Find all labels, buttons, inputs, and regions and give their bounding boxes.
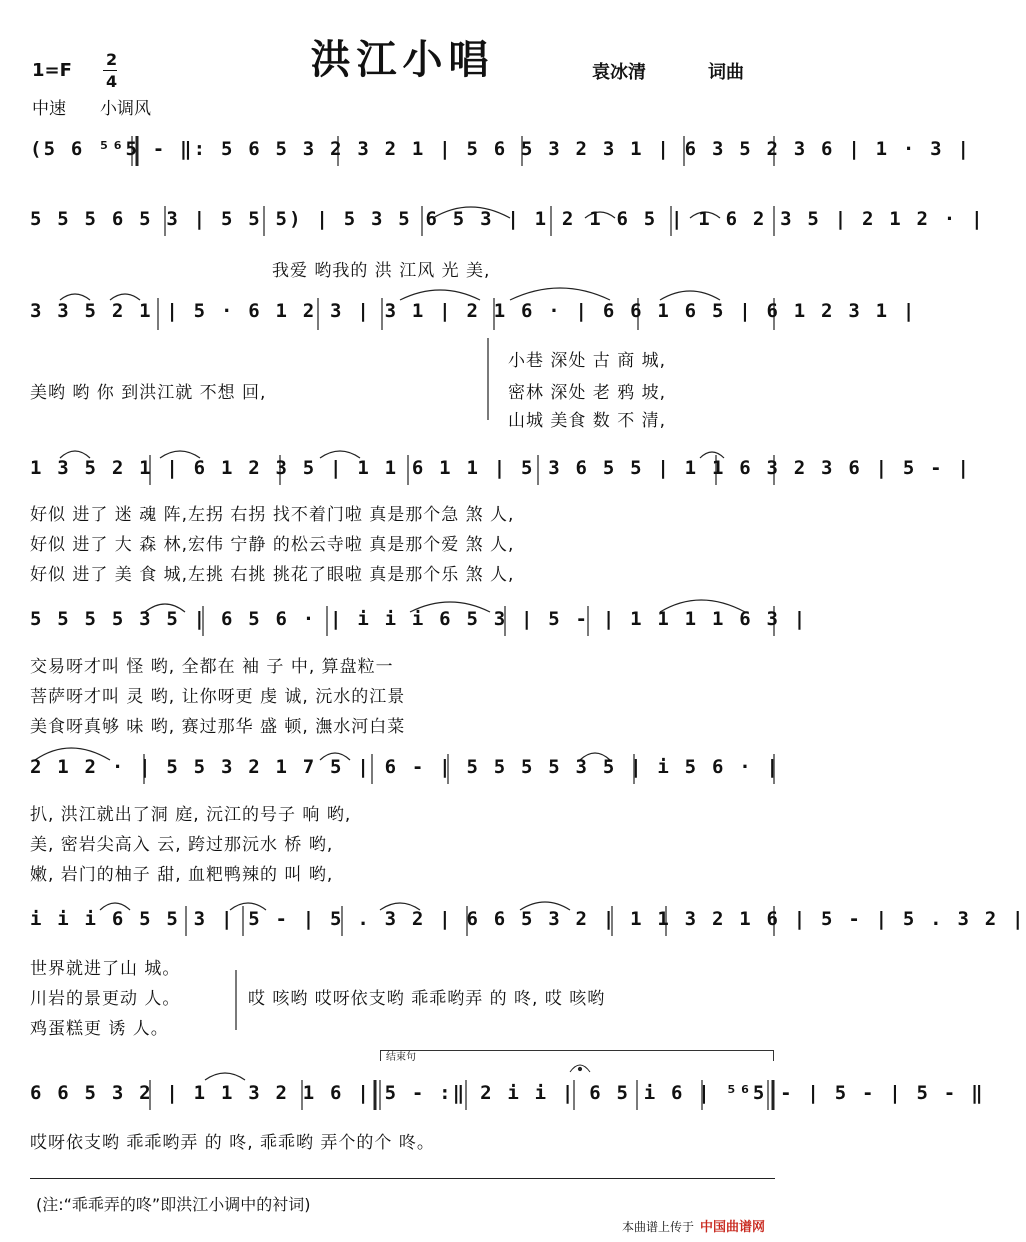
lyric-row-2: 我爱 哟我的 洪 江风 光 美, [272,261,491,281]
lyric-row-3-verse-3: 山城 美食 数 不 清, [508,411,667,431]
ending-bracket [380,1050,774,1061]
lyric-row-5-verse-1: 交易呀才叫 怪 哟, 全都在 袖 子 中, 算盘粒一 [30,657,394,677]
lyric-row-6-verse-2: 美, 密岩尖高入 云, 跨过那沅水 桥 哟, [30,835,334,855]
lyric-row-7-verse-1: 世界就进了山 城。 [30,959,181,979]
time-signature-bottom: 4 [106,72,118,91]
site-logo[interactable]: 中国曲谱网 [700,1220,766,1235]
time-signature-top: 2 [106,50,118,69]
upload-credit: 本曲谱上传于 [622,1220,695,1234]
lyric-row-7-refrain: 哎 咳哟 哎呀依支哟 乖乖哟弄 的 咚, 哎 咳哟 [248,989,606,1009]
lyric-row-4-verse-3: 好似 进了 美 食 城,左挑 右挑 挑花了眼啦 真是那个乐 煞 人, [30,565,515,585]
lyric-row-4-verse-2: 好似 进了 大 森 林,宏伟 宁静 的松云寺啦 真是那个爱 煞 人, [30,535,515,555]
ending-label: 结束句 [386,1052,416,1063]
lyric-row-3-shared: 美哟 哟 你 到洪江就 不想 回, [30,383,267,403]
author-name: 袁冰清 [592,62,646,83]
tempo-marking: 中速 [32,99,66,119]
notation-row-6: 2 1 2 · | 5 5 3 2 1 7 5 | 6 - | 5 5 5 5 3 5 | i 5 6 · | [30,756,781,778]
notation-row-8: 6 6 5 3 2 | 1 1 3 2 1 6 | 5 - :‖ 2 i i | 6 5 i 6 | ⁵⁶5 - | 5 - | 5 - ‖ [30,1082,985,1104]
notation-row-2: 5 5 5 6 5 3 | 5 5 5) | 5 3 5 6 5 3 | 1 2 1 6 5 | 1 6 2 3 5 | 2 1 2 · | [30,208,985,230]
song-title: 洪江小唱 [310,36,495,83]
key-signature: 1=F [32,60,72,81]
footnote: (注:“乖乖弄的咚”即洪江小调中的衬词) [36,1195,311,1214]
footnote-divider [30,1178,775,1179]
lyric-row-5-verse-3: 美食呀真够 味 哟, 赛过那华 盛 顿, 潕水河白菜 [30,717,406,737]
lyric-row-6-verse-1: 扒, 洪江就出了洞 庭, 沅江的号子 响 哟, [30,805,352,825]
style-marking: 小调风 [100,99,151,119]
notation-row-3: 3 3 5 2 1 | 5 · 6 1 2 3 | 3 1 | 2 1 6 · | 6 6 1 6 5 | 6 1 2 3 1 | [30,300,917,322]
lyric-row-6-verse-3: 嫩, 岩门的柚子 甜, 血粑鸭辣的 叫 哟, [30,865,334,885]
lyric-row-3-verse-2: 密林 深处 老 鸦 坡, [508,383,667,403]
lyric-row-7-verse-3: 鸡蛋糕更 诱 人。 [30,1019,169,1039]
notation-row-5: 5 5 5 5 3 5 | 6 5 6 · | i i i 6 5 3 | 5 - | 1 1 1 1 6 3 | [30,608,808,630]
lyric-row-4-verse-1: 好似 进了 迷 魂 阵,左拐 右拐 找不着门啦 真是那个急 煞 人, [30,505,515,525]
author-role: 词曲 [708,62,744,83]
lyric-row-3-verse-1: 小巷 深处 古 商 城, [508,351,667,371]
notation-row-7: i i i 6 5 5 3 | 5 - | 5 . 3 2 | 6 6 5 3 2 | 1 1 3 2 1 6 | 5 - | 5 . 3 2 | [30,908,1026,930]
lyric-row-8: 哎呀依支哟 乖乖哟弄 的 咚, 乖乖哟 弄个的个 咚。 [30,1133,435,1153]
lyric-row-7-verse-2: 川岩的景更动 人。 [30,989,181,1009]
notation-row-1: (5 6 ⁵⁶5 - ‖: 5 6 5 3 2 3 2 1 | 5 6 5 3 2 3 1 | 6 3 5 2 3 6 | 1 · 3 | [30,138,972,160]
notation-row-4: 1 3 5 2 1 | 6 1 2 3 5 | 1 1 6 1 1 | 5 3 6 5 5 | 1 1 6 3 2 3 6 | 5 - | [30,457,972,479]
lyric-row-5-verse-2: 菩萨呀才叫 灵 哟, 让你呀更 虔 诚, 沅水的江景 [30,687,406,707]
